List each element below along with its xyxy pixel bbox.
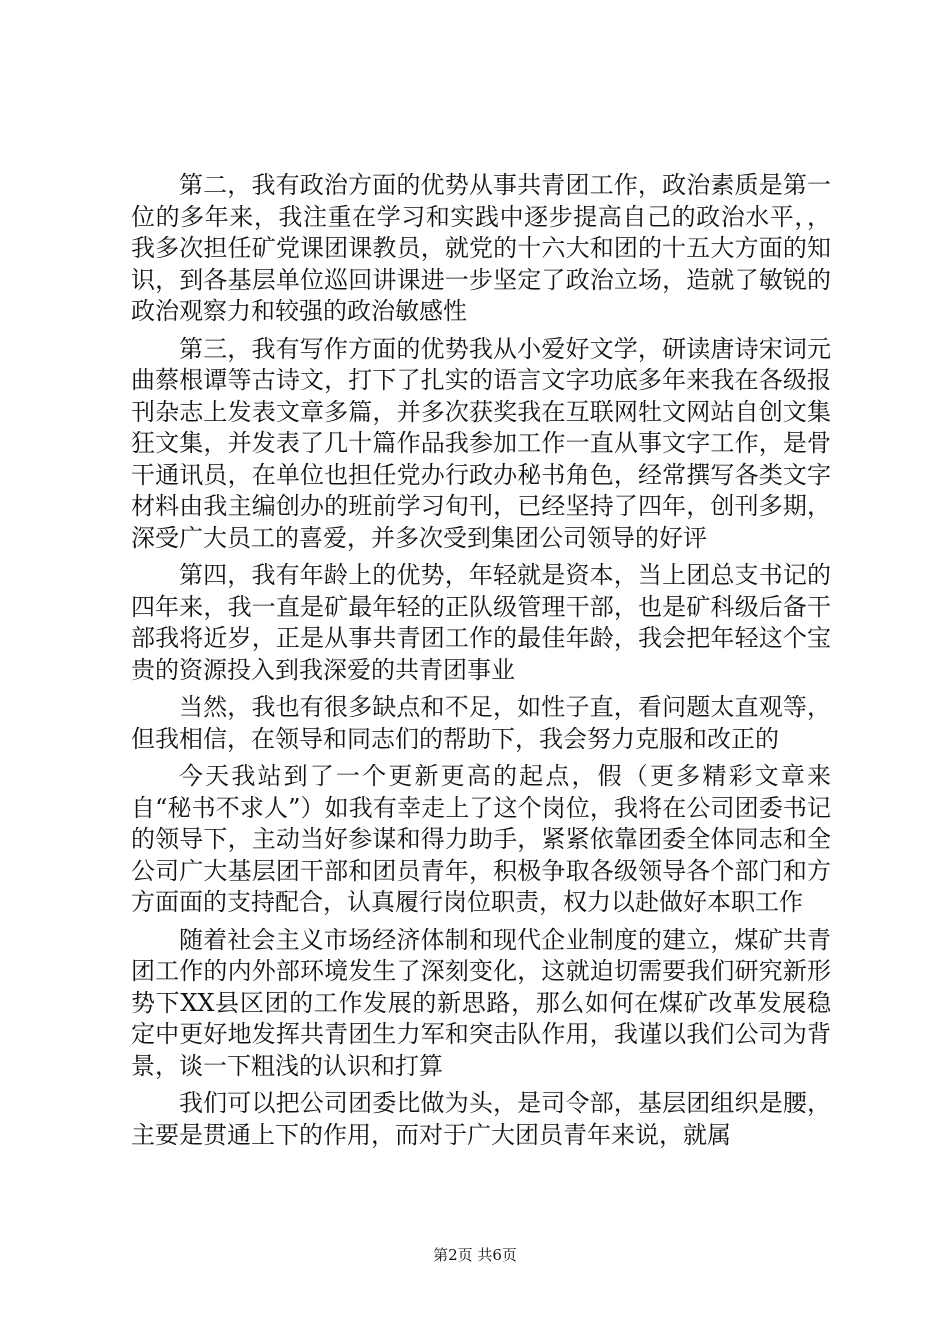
- paragraph-political-advantage: 第二，我有政治方面的优势从事共青团工作，政治素质是第一位的多年来，我注重在学习和实践中逐步提高自己的政治水平，，我多次担任矿党课团课教员，就党的十六大和团的十五大方面的知识，到各基层单位巡回讲课进一步坚定了政治立场，造就了敏锐的政治观察力和较强的政治敏感性: [131, 171, 831, 325]
- paragraph-organization-analogy: 我们可以把公司团委比做为头，是司令部，基层团组织是腰，主要是贯通上下的作用，而对于广大团员青年来说，就属: [131, 1089, 831, 1149]
- page-number-footer: 第2页 共6页: [433, 1246, 517, 1264]
- document-body: [131, 170, 831, 1157]
- paragraph-age-advantage: 第四，我有年龄上的优势，年轻就是资本，当上团总支书记的四年来，我一直是矿最年轻的正队级管理干部，也是矿科级后备干部我将近岁，正是从事共青团工作的最佳年龄，我会把年轻这个宝贵的资源投入到我深爱的共青团事业: [131, 561, 831, 684]
- paragraph-new-situation: 随着社会主义市场经济体制和现代企业制度的建立，煤矿共青团工作的内外部环境发生了深刻变化，这就迫切需要我们研究新形势下XX县区团的工作发展的新思路，那么如何在煤矿改革发展稳定中更好地发挥共青团生力军和突击队作用，我谨以我们公司为背景，谈一下粗浅的认识和打算: [131, 925, 831, 1080]
- paragraph-writing-advantage: 第三，我有写作方面的优势我从小爱好文学，研读唐诗宋词元曲蔡根谭等古诗文，打下了扎实的语言文字功底多年来我在各级报刊杂志上发表文章多篇，并多次获奖我在互联网牡文网站自创文集狂文集，并发表了几十篇作品我参加工作一直从事文字工作，是骨干通讯员，在单位也担任党办行政办秘书角色，经常撰写各类文字材料由我主编创办的班前学习旬刊，已经坚持了四年，创刊多期，深受广大员工的喜爱，并多次受到集团公司领导的好评: [131, 334, 831, 552]
- paragraph-shortcomings: 当然，我也有很多缺点和不足，如性子直，看问题太直观等，但我相信，在领导和同志们的帮助下，我会努力克服和改正的: [131, 693, 831, 753]
- paragraph-new-starting-point: 今天我站到了一个更新更高的起点，假（更多精彩文章来自“秘书不求人”）如我有幸走上了这个岗位，我将在公司团委书记的领导下，主动当好参谋和得力助手，紧紧依靠团委全体同志和全公司广大基层团干部和团员青年，积极争取各级领导各个部门和方方面面的支持配合，认真履行岗位职责，权力以赴做好本职工作: [131, 762, 831, 916]
